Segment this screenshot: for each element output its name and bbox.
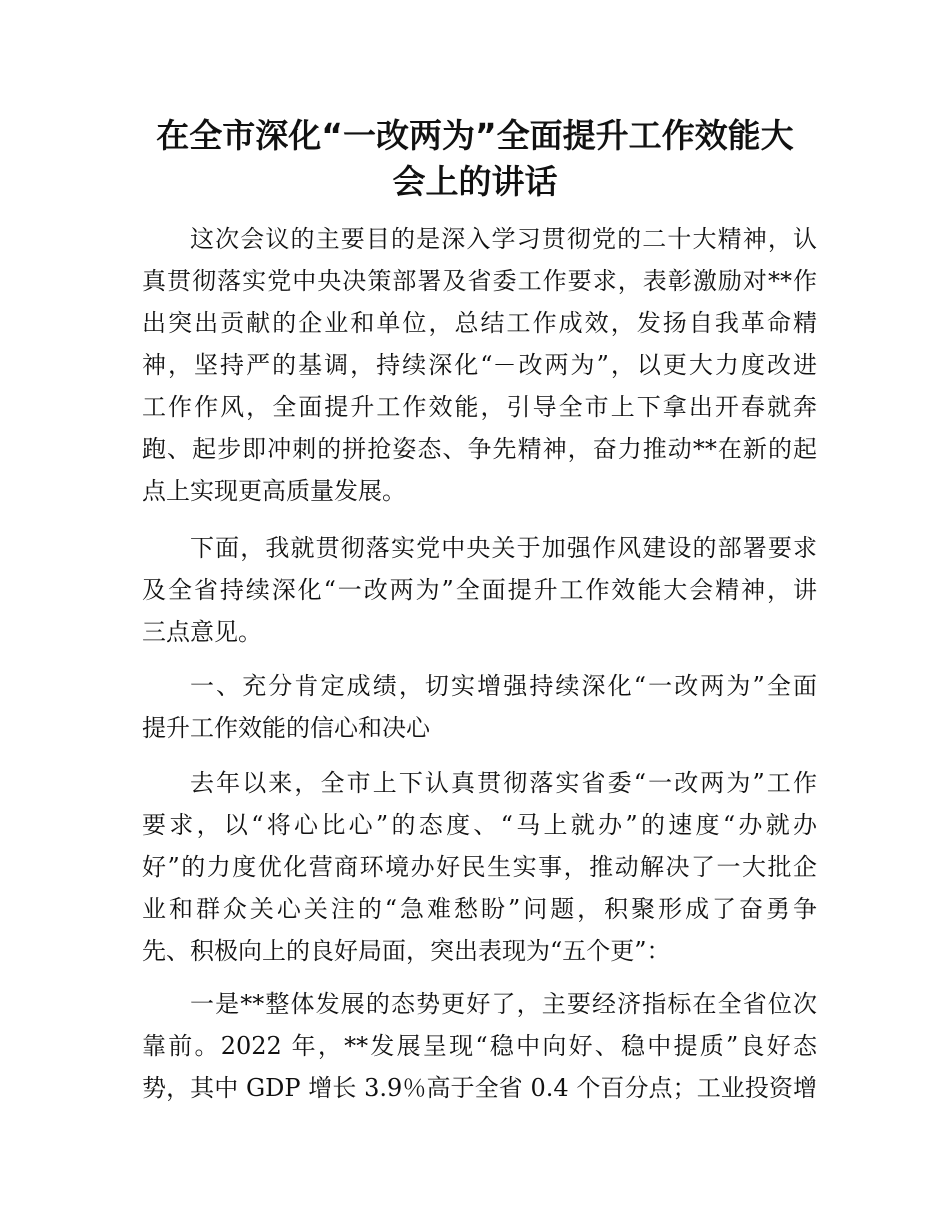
paragraph-line: 要求，以“将心比心”的态度、“马上就办”的速度“办就办 <box>142 811 817 839</box>
paragraph-line: 跑、起步即冲刺的拼抢姿态、争先精神，奋力推动**在新的起 <box>142 435 817 463</box>
paragraph-line: 工作作风，全面提升工作效能，引导全市上下拿出开春就奔 <box>142 393 817 421</box>
paragraph-line: 去年以来，全市上下认真贯彻落实省委“一改两为”工作 <box>190 769 817 797</box>
paragraph-line: 势，其中 GDP 增长 3.9％高于全省 0.4 个百分点；工业投资增 <box>142 1074 817 1102</box>
paragraph-1 <box>142 218 817 512</box>
paragraph-line: 真贯彻落实党中央决策部署及省委工作要求，表彰激励对**作 <box>142 267 817 295</box>
paragraph-line: 好”的力度优化营商环境办好民生实事，推动解决了一大批企 <box>142 853 817 881</box>
paragraph-line: 业和群众关心关注的“急难愁盼”问题，积聚形成了奋勇争 <box>142 895 817 923</box>
paragraph-line: 一、充分肯定成绩，切实增强持续深化“一改两为”全面 <box>190 672 817 700</box>
paragraph-4 <box>142 983 817 1109</box>
paragraph-2 <box>142 527 817 653</box>
paragraph-line: 点上实现更高质量发展。 <box>142 477 406 505</box>
paragraph-line: 靠前。2022 年，**发展呈现“稳中向好、稳中提质”良好态 <box>142 1032 817 1060</box>
paragraph-3 <box>142 762 817 972</box>
paragraph-line: 一是**整体发展的态势更好了，主要经济指标在全省位次 <box>190 990 817 1018</box>
paragraph-line: 及全省持续深化“一改两为”全面提升工作效能大会精神，讲 <box>142 576 817 604</box>
section-heading-1 <box>142 665 817 749</box>
document-title-line-2: 会上的讲话 <box>392 162 558 201</box>
document-title-line-1: 在全市深化“一改两为”全面提升工作效能大 <box>156 116 794 155</box>
paragraph-line: 神，坚持严的基调，持续深化“－改两为”，以更大力度改进 <box>142 351 817 379</box>
paragraph-line: 这次会议的主要目的是深入学习贯彻党的二十大精神，认 <box>190 225 817 253</box>
paragraph-line: 先、积极向上的良好局面，突出表现为“五个更”： <box>142 937 671 965</box>
paragraph-line: 提升工作效能的信心和决心 <box>142 714 430 742</box>
paragraph-line: 三点意见。 <box>142 618 262 646</box>
paragraph-line: 出突出贡献的企业和单位，总结工作成效，发扬自我革命精 <box>142 309 817 337</box>
paragraph-line: 下面，我就贯彻落实党中央关于加强作风建设的部署要求 <box>190 534 817 562</box>
